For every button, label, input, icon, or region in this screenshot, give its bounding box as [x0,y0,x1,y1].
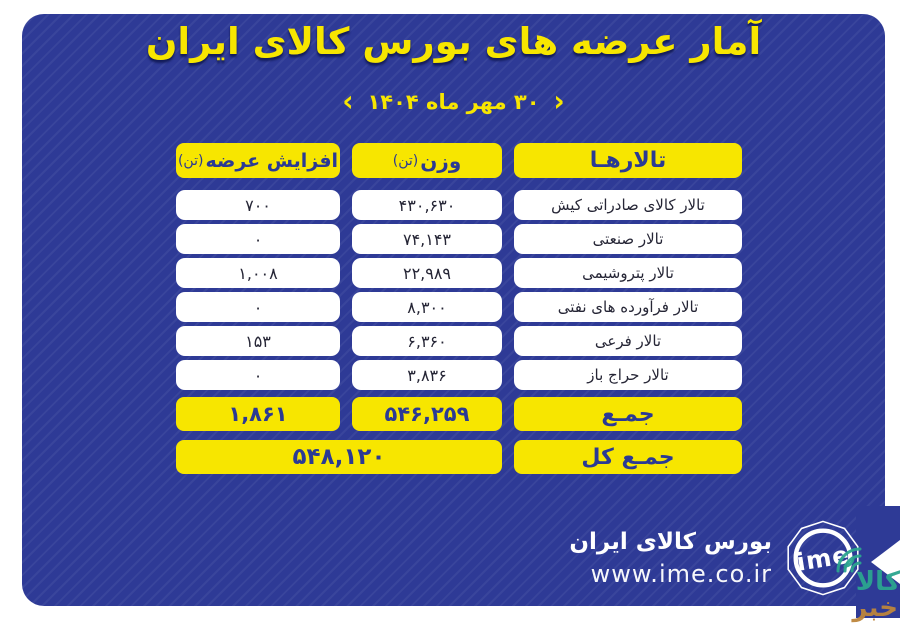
page-title: آمار عرضه های بورس کالای ایران [145,20,762,63]
increase-cell: ۰ [176,224,340,254]
table-body [176,190,742,390]
increase-cell: ۰ [176,292,340,322]
date-arrow-right-icon: ‹ [553,84,565,119]
hall-cell: تالار پتروشیمی [514,258,742,288]
hall-cell: تالار کالای صادراتی کیش [514,190,742,220]
total-increase: ۱,۸۶۱ [176,397,340,431]
org-name: بورس کالای ایران [569,529,772,556]
increase-cell: ۱۵۳ [176,326,340,356]
weight-cell: ۲۲,۹۸۹ [352,258,502,288]
watermark [834,545,900,629]
total-weight: ۵۴۶,۲۵۹ [352,397,502,431]
date-arrow-left-icon: › [342,84,354,119]
total-row [176,397,742,431]
watermark-line1: کالا [855,567,900,597]
grand-total-value: ۵۴۸,۱۲۰ [176,440,502,474]
column-header-halls: تالارهـا [514,143,742,178]
table-header-row [176,143,742,178]
weight-cell: ۳,۸۳۶ [352,360,502,390]
footer-text [569,528,772,588]
footer [569,519,862,597]
weight-cell: ۴۳۰,۶۳۰ [352,190,502,220]
total-label: جمـع [514,397,742,431]
increase-header-unit: (تن) [177,152,204,169]
weight-cell: ۸,۳۰۰ [352,292,502,322]
grand-total-label: جمـع کل [514,440,742,474]
hall-cell: تالار فرعی [514,326,742,356]
weight-cell: ۶,۳۶۰ [352,326,502,356]
date-text: ۳۰ مهر ماه ۱۴۰۴ [367,89,540,114]
hall-cell: تالار صنعتی [514,224,742,254]
column-header-weight [352,143,502,178]
increase-cell: ۷۰۰ [176,190,340,220]
increase-header-label: افزایش عرضه [205,149,339,172]
column-header-increase [176,143,340,178]
weight-header-unit: (تن) [392,152,419,169]
website-url: www.ime.co.ir [590,559,772,588]
grand-total-row [176,440,742,474]
weight-cell: ۷۴,۱۴۳ [352,224,502,254]
weight-header-label: وزن [420,148,462,173]
hall-cell: تالار فرآورده های نفتی [514,292,742,322]
supply-table [176,143,742,474]
watermark-line2: خبر [852,593,898,623]
svg-text:ime: ime [794,539,852,577]
hall-cell: تالار حراج باز [514,360,742,390]
increase-cell: ۰ [176,360,340,390]
date [22,84,885,119]
increase-cell: ۱,۰۰۸ [176,258,340,288]
